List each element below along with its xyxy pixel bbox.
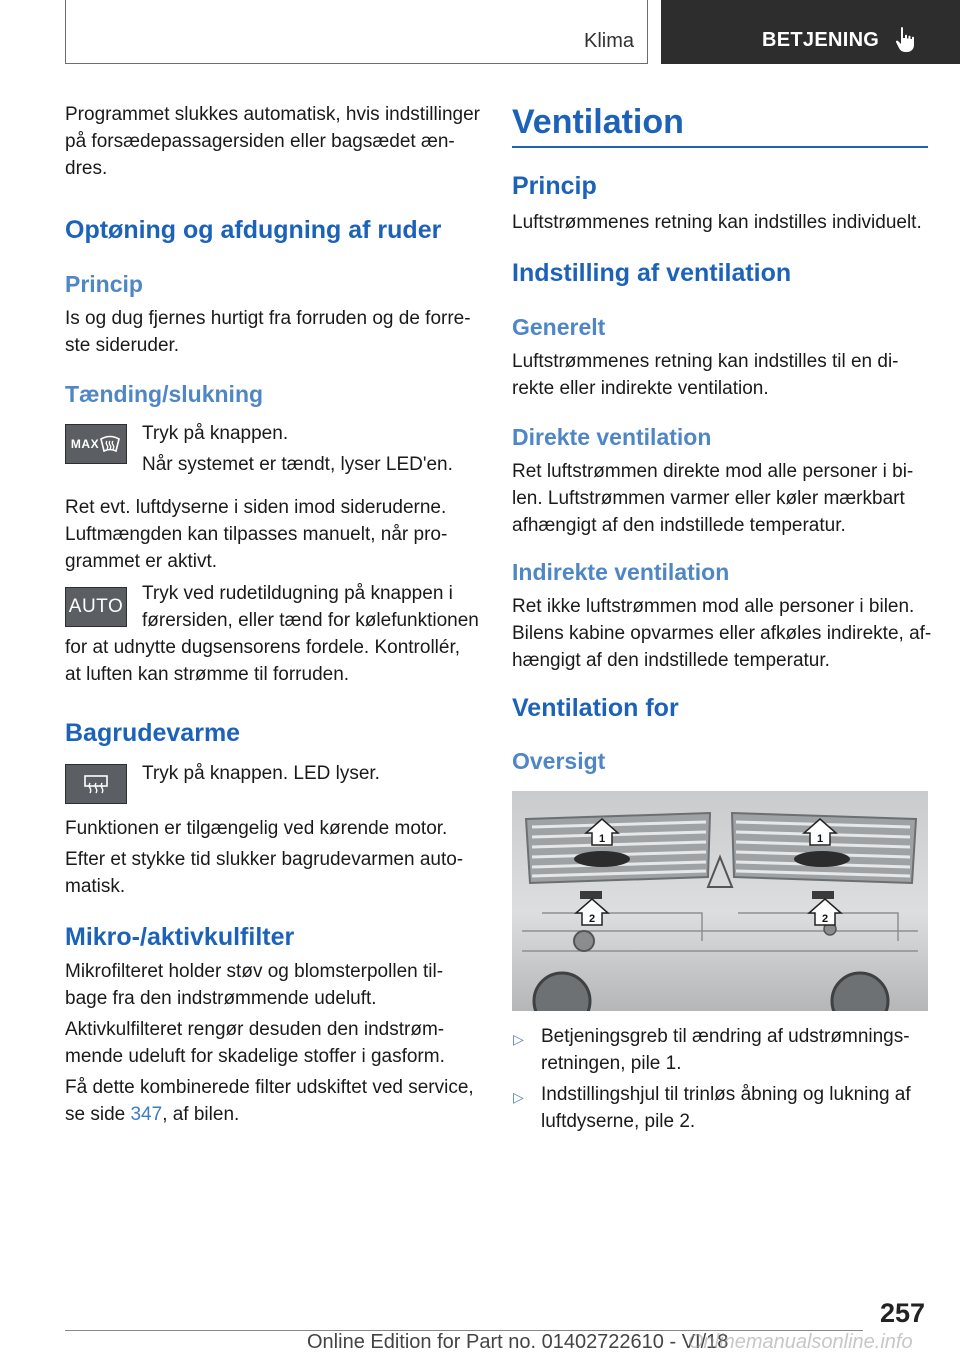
max-label: MAX (70, 437, 100, 451)
princip-heading: Princip (65, 271, 143, 297)
text-line: luftdyserne, pile 2. (541, 1111, 696, 1132)
indirect-heading: Indirekte ventilation (512, 559, 730, 585)
direct-heading: Direkte ventilation (512, 424, 712, 450)
rear-step1: Tryk på knappen. LED lyser. (142, 763, 380, 784)
text-line (65, 1101, 474, 1128)
text-fragment: se side (65, 1104, 131, 1125)
text-line: Mikrofilteret holder støv og blomsterpollen til- (65, 961, 444, 982)
header-section-title: Klima (583, 30, 634, 52)
text-line: Is og dug fjernes hurtigt fra forruden og de forre- (65, 308, 471, 329)
bullet-item (541, 1081, 911, 1135)
princip-paragraph (65, 305, 471, 359)
onoff-step2: Når systemet er tændt, lyser LED'en. (142, 454, 453, 475)
rear-paragraph-1: Funktionen er tilgængelig ved kørende motor. (65, 818, 448, 839)
text-line: Indstillingshjul til trinløs åbning og lukning af (541, 1084, 911, 1105)
text-line: Bilens kabine opvarmes eller afkøles indirekte, af- (512, 623, 932, 644)
auto-paragraph-top (142, 580, 479, 634)
onoff-heading: Tænding/slukning (65, 381, 264, 407)
direct-paragraph (512, 458, 913, 539)
filter-paragraph-3 (65, 1074, 474, 1128)
general-heading: Generelt (512, 314, 606, 340)
text-line: Ret ikke luftstrømmen mod alle personer i bilen. (512, 596, 915, 617)
filter-paragraph-1 (65, 958, 443, 1012)
footer-edition: Online Edition for Part no. 01402722610 - VI/18 (307, 1331, 729, 1353)
general-paragraph (512, 348, 899, 402)
rear-paragraph-2 (65, 846, 463, 900)
text-line: Luftmængden kan tilpasses manuelt, når pro- (65, 524, 448, 545)
text-line: Betjeningsgreb til ændring af udstrømnings- (541, 1026, 910, 1047)
right-princip-text: Luftstrømmenes retning kan indstilles individuelt. (512, 212, 922, 233)
filter-heading: Mikro-/aktivkulfilter (65, 923, 295, 951)
text-line: hængigt af den indstillede temperatur. (512, 650, 830, 671)
vent-for-heading: Ventilation for (512, 694, 679, 722)
text-line: Ret luftstrømmen direkte mod alle personer i bi- (512, 461, 914, 482)
header-section-box (65, 0, 648, 64)
text-line: Programmet slukkes automatisk, hvis indstillinger (65, 104, 480, 125)
text-line: på forsædepassagersiden eller bagsædet æn- (65, 131, 455, 152)
rear-window-defrost-icon (83, 773, 109, 795)
ventilation-title: Ventilation (512, 103, 684, 141)
setting-heading: Indstilling af ventilation (512, 259, 792, 287)
callout-label: 2 (588, 913, 596, 925)
text-line: Ret evt. luftdyserne i siden imod sideruderne. (65, 497, 447, 518)
air-vents-photo (512, 791, 928, 1011)
bullet-triangle-icon: ▷ (513, 1031, 524, 1047)
text-line: Efter et stykke tid slukker bagrudevarmen auto- (65, 849, 464, 870)
text-line: ste sideruder. (65, 335, 180, 356)
filter-paragraph-2 (65, 1016, 445, 1070)
bullet-triangle-icon: ▷ (513, 1089, 524, 1105)
defrost-heading: Optøning og afdugning af ruder (65, 216, 442, 244)
auto-label: AUTO (68, 596, 124, 617)
text-line: Tryk ved rudetildugning på knappen i (142, 583, 453, 604)
text-line: afhængigt af den indstillede temperatur. (512, 515, 846, 536)
text-line: førersiden, eller tænd for kølefunktionen (142, 610, 479, 631)
indirect-paragraph (512, 593, 931, 674)
page-reference-link[interactable]: 347 (130, 1104, 163, 1125)
overview-heading: Oversigt (512, 748, 606, 774)
title-underline (512, 146, 928, 148)
callout-label: 1 (598, 833, 606, 845)
windshield-defrost-icon (99, 435, 121, 453)
text-line: Luftstrømmenes retning kan indstilles til en di- (512, 351, 899, 372)
text-line: at luften kan strømme til forruden. (65, 664, 350, 685)
rear-heating-heading: Bagrudevarme (65, 719, 241, 747)
right-princip-heading: Princip (512, 172, 597, 200)
text-line: grammet er aktivt. (65, 551, 218, 572)
page-number: 257 (880, 1298, 926, 1328)
text-line: len. Luftstrømmen varmer eller køler mærkbart (512, 488, 905, 509)
text-line: rekte eller indirekte ventilation. (512, 378, 769, 399)
onoff-step1: Tryk på knappen. (142, 423, 289, 444)
intro-paragraph (65, 101, 480, 182)
rear-defrost-button (65, 764, 127, 804)
bullet-item (541, 1023, 910, 1077)
text-line: for at udnytte dugsensorens fordele. Kontrollér, (65, 637, 461, 658)
text-line: bage fra den indstrømmende udeluft. (65, 988, 377, 1009)
text-line: Få dette kombinerede filter udskiftet ved service, (65, 1077, 474, 1098)
text-line: Aktivkulfilteret rengør desuden den indstrøm- (65, 1019, 445, 1040)
text-line: dres. (65, 158, 108, 179)
max-defrost-button (65, 424, 127, 464)
header-chapter-title: BETJENING (762, 29, 880, 51)
auto-paragraph-bottom (65, 634, 460, 688)
hand-pointer-icon (893, 26, 919, 54)
auto-button (65, 587, 127, 627)
text-line: mende udeluft for skadelige stoffer i gasform. (65, 1046, 445, 1067)
text-line: matisk. (65, 876, 126, 897)
adjust-paragraph (65, 494, 447, 575)
air-vents-illustration (512, 791, 928, 1011)
text-line: retningen, pile 1. (541, 1053, 682, 1074)
callout-label: 1 (816, 833, 824, 845)
watermark-text: Onlinemanualsonline.info (688, 1331, 913, 1353)
text-fragment: , af bilen. (162, 1104, 240, 1125)
callout-label: 2 (821, 913, 829, 925)
